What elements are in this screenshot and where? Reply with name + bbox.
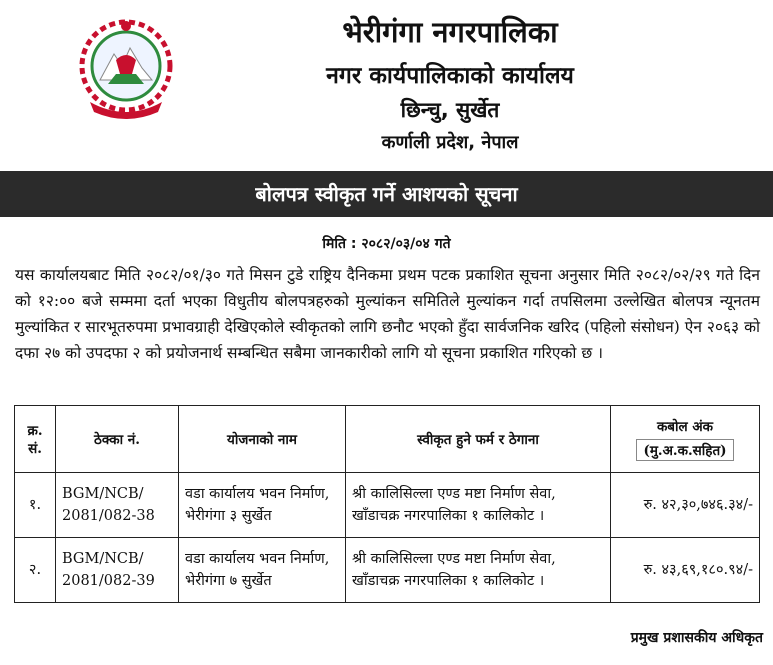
row-contract-no: BGM/NCB/ 2081/082-38 xyxy=(56,473,179,538)
row-contract-no: BGM/NCB/ 2081/082-39 xyxy=(56,538,179,603)
row-project-name: वडा कार्यालय भवन निर्माण, भेरीगंगा ७ सुर्खेत xyxy=(179,538,346,603)
col-amount-label: कबोल अंक xyxy=(656,419,714,435)
col-serial: क्र. सं. xyxy=(15,406,56,473)
office-name: नगर कार्यपालिकाको कार्यालय xyxy=(326,63,574,89)
table-row xyxy=(15,473,760,538)
col-contract-no: ठेक्का नं. xyxy=(56,406,179,473)
row-serial: २. xyxy=(15,538,56,603)
province-country: कर्णाली प्रदेश, नेपाल xyxy=(381,132,519,153)
table-row xyxy=(15,538,760,603)
col-project-name: योजनाको नाम xyxy=(179,406,346,473)
row-firm: श्री कालिसिल्ला एण्ड मष्टा निर्माण सेवा, खाँडाचक्र नगरपालिका १ कालिकोट । xyxy=(346,473,611,538)
notice-title-banner: बोलपत्र स्वीकृत गर्ने आशयको सूचना xyxy=(0,171,773,217)
row-amount: रु. ४२,३०,७४६.३४/- xyxy=(611,473,760,538)
row-amount: रु. ४३,६९,१८०.९४/- xyxy=(611,538,760,603)
office-location: छिन्चु, सुर्खेत xyxy=(400,98,500,122)
notice-header xyxy=(0,0,773,170)
col-amount xyxy=(611,406,760,473)
notice-date: मिति : २०८२/०३/०४ गते xyxy=(322,236,451,252)
row-firm: श्री कालिसिल्ला एण्ड मष्टा निर्माण सेवा, खाँडाचक्र नगरपालिका १ कालिकोट । xyxy=(346,538,611,603)
row-serial: १. xyxy=(15,473,56,538)
col-firm: स्वीकृत हुने फर्म र ठेगाना xyxy=(346,406,611,473)
table-header-row xyxy=(15,406,760,473)
row-project-name: वडा कार्यालय भवन निर्माण, भेरीगंगा ३ सुर्खेत xyxy=(179,473,346,538)
municipality-name: भेरीगंगा नगरपालिका xyxy=(342,15,558,49)
col-amount-sub: (मु.अ.क.सहित) xyxy=(636,439,733,461)
signatory-title: प्रमुख प्रशासकीय अधिकृत xyxy=(630,630,763,646)
award-table xyxy=(14,405,760,603)
notice-body: यस कार्यालयबाट मिति २०८२/०१/३० गते मिसन टुडे राष्ट्रिय दैनिकमा प्रथम पटक प्रकाशित सूचना अनुसार मिति २०८२/०२/२९ गते दिन को १२:०० बजे सम्ममा दर्ता भएका विधुतीय बोलपत्रहरुको मुल्यांकन समितिले मुल्यांकन गर्दा तपसिलमा उल्लेखित बोलपत्र न्यूनतम मुल्यांकित र सारभूतरुपमा प्रभावग्राही देखिएकोले स्वीकृतको लागि छनौट भएको हुँदा सार्वजनिक खरिद (पहिलो संसोधन) ऐन २०६३ को दफा २७ को उपदफा २ को प्रयोजनार्थ सम्बन्धित सबैमा जानकारीको लागि यो सूचना प्रकाशित गरिएको छ । xyxy=(15,266,760,362)
